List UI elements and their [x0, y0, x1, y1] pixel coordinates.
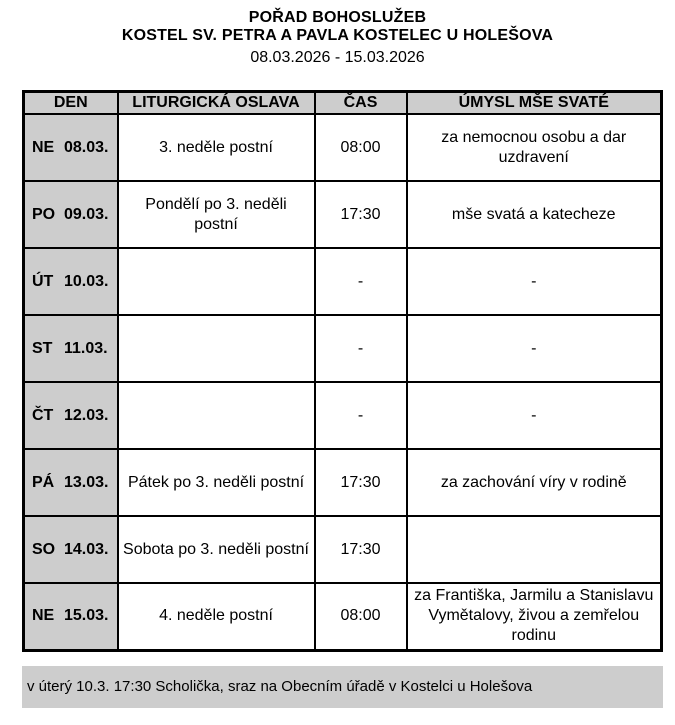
intention-cell [407, 516, 662, 583]
column-header-time: ČAS [315, 92, 407, 115]
intention-cell: - [407, 382, 662, 449]
day-date: 15.03. [64, 607, 109, 625]
celebration-cell: Sobota po 3. neděli postní [118, 516, 315, 583]
celebration-cell: 4. neděle postní [118, 583, 315, 650]
intention-cell: mše svatá a katecheze [407, 181, 662, 248]
day-abbr: PÁ [32, 473, 55, 491]
day-cell [24, 583, 118, 650]
day-cell [24, 248, 118, 315]
day-abbr: SO [32, 540, 56, 558]
column-header-day: DEN [24, 92, 118, 115]
day-abbr: ST [32, 339, 53, 357]
celebration-cell: Pondělí po 3. neděli postní [118, 181, 315, 248]
intention-cell: - [407, 315, 662, 382]
table-row [24, 516, 662, 583]
schedule-table [22, 90, 663, 652]
day-date: 12.03. [64, 406, 109, 424]
intention-cell: za zachování víry v rodině [407, 449, 662, 516]
table-row [24, 449, 662, 516]
footer-note-bar [22, 666, 663, 708]
day-abbr: NE [32, 138, 55, 156]
table-row [24, 315, 662, 382]
table-row [24, 181, 662, 248]
day-cell [24, 315, 118, 382]
column-header-intention: ÚMYSL MŠE SVATÉ [407, 92, 662, 115]
document-title: POŘAD BOHOSLUŽEB [248, 9, 427, 26]
intention-cell: - [407, 248, 662, 315]
time-cell: 17:30 [315, 516, 407, 583]
day-date: 08.03. [64, 138, 109, 156]
time-cell: - [315, 382, 407, 449]
day-date: 14.03. [64, 540, 109, 558]
day-cell [24, 516, 118, 583]
celebration-cell [118, 315, 315, 382]
day-abbr: ÚT [32, 272, 54, 290]
time-cell: 17:30 [315, 181, 407, 248]
table-row [24, 382, 662, 449]
date-range: 08.03.2026 - 15.03.2026 [250, 49, 425, 66]
time-cell: 08:00 [315, 583, 407, 650]
day-abbr: ČT [32, 406, 54, 424]
day-date: 11.03. [64, 339, 108, 357]
church-name: KOSTEL SV. PETRA A PAVLA KOSTELEC U HOLEŠOVA [121, 27, 554, 44]
day-abbr: NE [32, 607, 55, 625]
day-date: 13.03. [64, 473, 109, 491]
day-cell [24, 449, 118, 516]
table-header-row [24, 92, 662, 115]
table-row [24, 114, 662, 181]
time-cell: - [315, 315, 407, 382]
intention-cell: za nemocnou osobu a dar uzdravení [407, 114, 662, 181]
day-cell [24, 114, 118, 181]
day-cell [24, 181, 118, 248]
celebration-cell: 3. neděle postní [118, 114, 315, 181]
column-header-celebration: LITURGICKÁ OSLAVA [118, 92, 315, 115]
celebration-cell: Pátek po 3. neděli postní [118, 449, 315, 516]
table-row [24, 583, 662, 650]
celebration-cell [118, 248, 315, 315]
intention-cell: za Františka, Jarmilu a Stanislavu Vymětalovy, živou a zemřelou rodinu [407, 583, 662, 650]
time-cell: - [315, 248, 407, 315]
day-date: 09.03. [64, 205, 109, 223]
celebration-cell [118, 382, 315, 449]
day-date: 10.03. [64, 272, 109, 290]
time-cell: 17:30 [315, 449, 407, 516]
table-row [24, 248, 662, 315]
document-header [0, 0, 675, 67]
time-cell: 08:00 [315, 114, 407, 181]
day-cell [24, 382, 118, 449]
day-abbr: PO [32, 205, 56, 223]
footer-note-text: v úterý 10.3. 17:30 Scholička, sraz na Obecním úřadě v Kostelci u Holešova [27, 678, 533, 695]
